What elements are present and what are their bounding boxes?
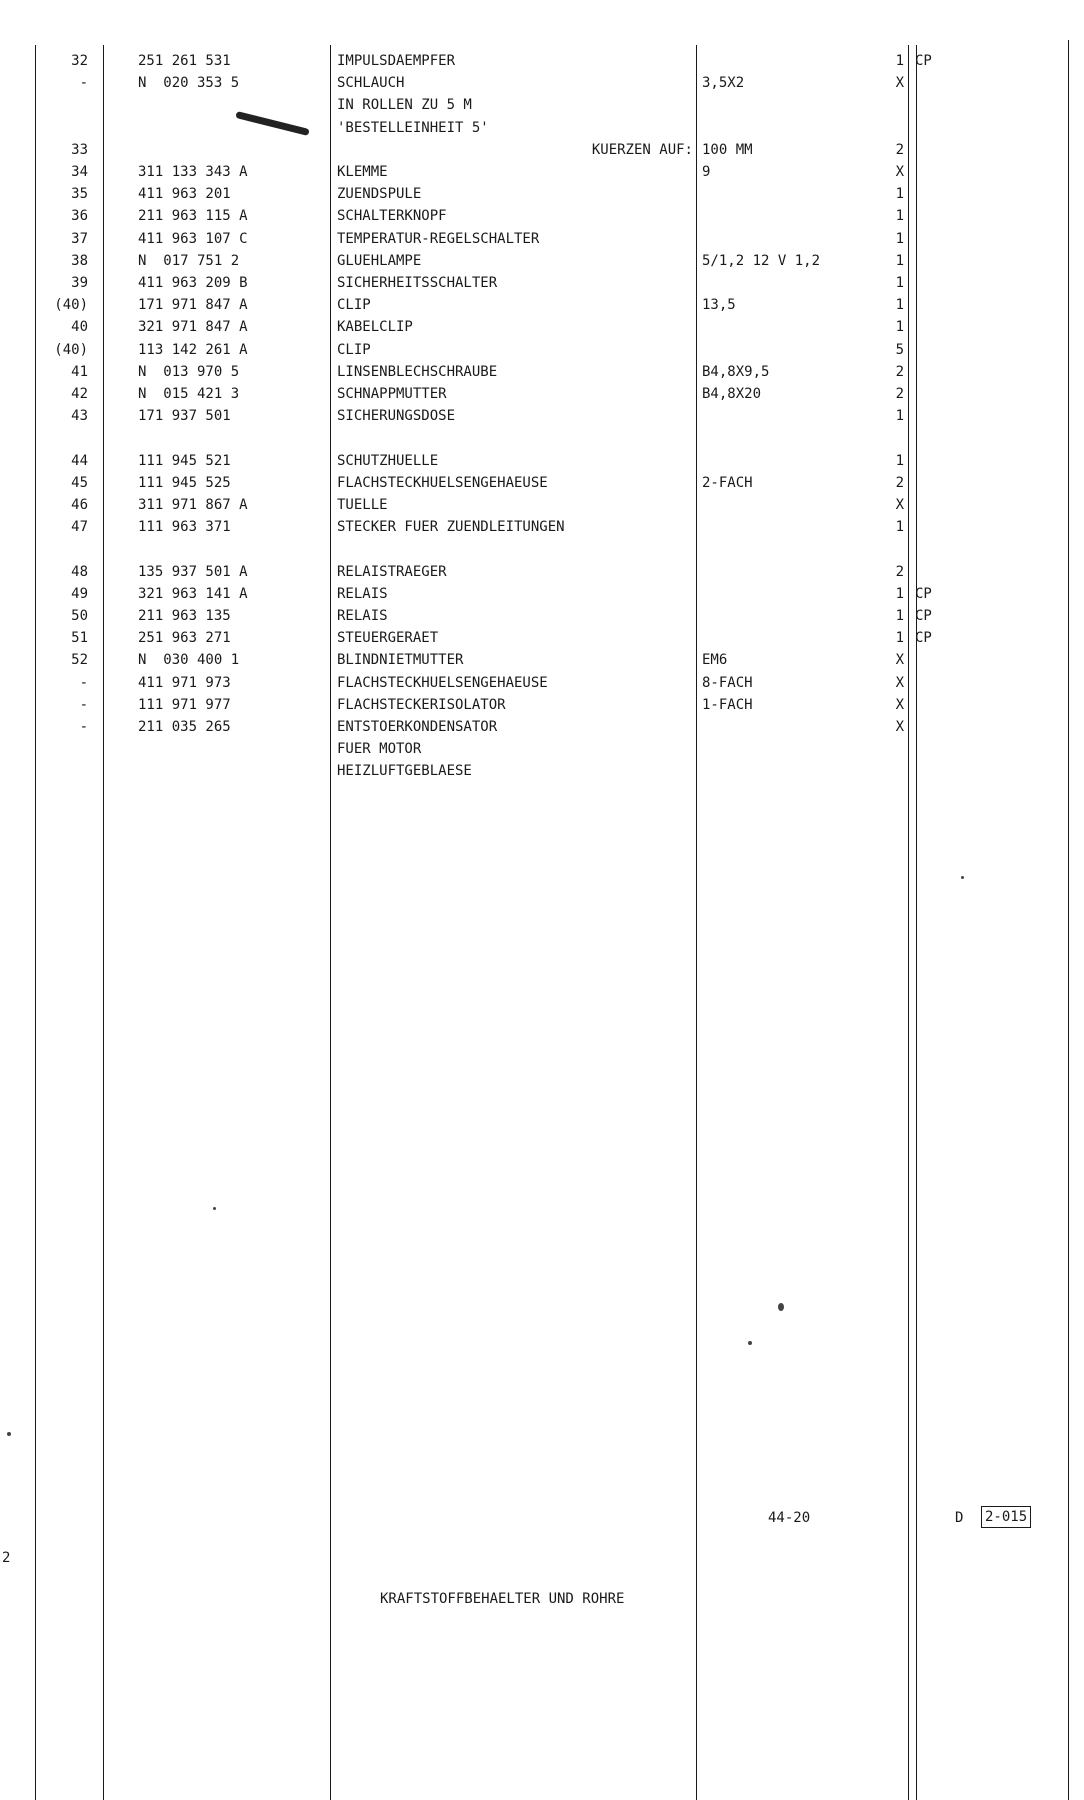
quantity: 1 <box>895 408 904 425</box>
position-number: 32 <box>71 53 88 69</box>
quantity: 1 <box>895 208 904 225</box>
part-spec: 1-FACH <box>702 696 753 713</box>
table-row <box>0 339 1084 361</box>
position-number: 42 <box>71 386 88 402</box>
part-description: CLIP <box>337 297 371 314</box>
table-row <box>0 139 1084 161</box>
part-description: SCHUTZHUELLE <box>337 452 439 469</box>
part-number: 251 963 271 <box>138 630 231 647</box>
position-number: (40) <box>54 297 88 314</box>
part-number: 321 963 141 A <box>138 585 248 602</box>
position-number: 46 <box>71 497 88 513</box>
part-number: 251 261 531 <box>138 53 231 69</box>
note-code: CP <box>915 53 932 69</box>
quantity: 1 <box>895 608 904 624</box>
part-description: KABELCLIP <box>337 319 413 336</box>
part-description: FLACHSTECKHUELSENGEHAEUSE <box>337 674 548 691</box>
quantity: 1 <box>895 585 904 602</box>
part-number: 411 963 209 B <box>138 275 248 291</box>
part-description: ZUENDSPULE <box>337 186 422 203</box>
part-description: RELAISTRAEGER <box>337 563 447 580</box>
position-number: 35 <box>71 186 88 203</box>
quantity: X <box>895 75 904 92</box>
quantity: 1 <box>895 519 904 536</box>
quantity: 1 <box>895 319 904 336</box>
part-number: N 015 421 3 <box>138 386 240 402</box>
table-row <box>0 250 1084 272</box>
part-number: 171 937 501 <box>138 408 231 425</box>
part-description: ENTSTOERKONDENSATOR <box>337 719 498 735</box>
quantity: X <box>895 652 904 669</box>
scan-speck <box>213 1207 216 1210</box>
quantity: 1 <box>895 230 904 247</box>
part-spec: EM6 <box>702 652 728 669</box>
part-description: STEUERGERAET <box>337 630 439 647</box>
scan-speck <box>748 1341 752 1345</box>
quantity: 2 <box>895 474 904 491</box>
table-row <box>0 183 1084 205</box>
part-description: KLEMME <box>337 164 388 180</box>
table-row <box>0 205 1084 227</box>
position-number: - <box>79 719 88 735</box>
table-row <box>0 694 1084 716</box>
table-row <box>0 738 1084 760</box>
quantity: X <box>895 696 904 713</box>
section-prefix: D <box>955 1510 964 1526</box>
position-number: 39 <box>71 275 88 291</box>
quantity: X <box>895 164 904 180</box>
page-number: 44-20 <box>768 1510 811 1526</box>
quantity: 2 <box>895 363 904 380</box>
part-description: IN ROLLEN ZU 5 M <box>337 97 472 114</box>
table-row <box>0 94 1084 116</box>
position-number: (40) <box>54 341 88 358</box>
table-row <box>0 383 1084 405</box>
quantity: 5 <box>895 341 904 358</box>
position-number: 44 <box>71 452 88 469</box>
table-row <box>0 494 1084 516</box>
part-description: SCHALTERKNOPF <box>337 208 447 225</box>
part-spec: 9 <box>702 164 711 180</box>
quantity: 2 <box>895 141 904 158</box>
part-number: 113 142 261 A <box>138 341 248 358</box>
table-row <box>0 450 1084 472</box>
part-description: TUELLE <box>337 497 388 513</box>
part-description: FUER MOTOR <box>337 741 422 758</box>
part-number: 311 133 343 A <box>138 164 248 180</box>
part-number: 411 963 201 <box>138 186 231 203</box>
table-row <box>0 405 1084 427</box>
section-title: KRAFTSTOFFBEHAELTER UND ROHRE <box>380 1591 625 1607</box>
part-description: SICHERHEITSSCHALTER <box>337 275 498 291</box>
table-row <box>0 161 1084 183</box>
part-number: 321 971 847 A <box>138 319 248 336</box>
quantity: 1 <box>895 630 904 647</box>
table-row <box>0 272 1084 294</box>
quantity: 1 <box>895 275 904 291</box>
part-number: 111 945 521 <box>138 452 231 469</box>
position-number: 34 <box>71 164 88 180</box>
table-row <box>0 516 1084 538</box>
scan-speck <box>778 1303 784 1311</box>
part-number: 211 035 265 <box>138 719 231 735</box>
part-number: 111 963 371 <box>138 519 231 536</box>
part-spec: 3,5X2 <box>702 75 745 92</box>
table-row <box>0 672 1084 694</box>
part-description: SICHERUNGSDOSE <box>337 408 456 425</box>
position-number: 40 <box>71 319 88 336</box>
table-row <box>0 361 1084 383</box>
table-row <box>0 716 1084 738</box>
position-number: 41 <box>71 363 88 380</box>
position-number: - <box>79 696 88 713</box>
table-row <box>0 427 1084 449</box>
quantity: 1 <box>895 186 904 203</box>
quantity: X <box>895 719 904 735</box>
section-code: 2-015 <box>981 1506 1031 1528</box>
table-row <box>0 294 1084 316</box>
part-description: TEMPERATUR-REGELSCHALTER <box>337 230 540 247</box>
part-description: RELAIS <box>337 608 388 624</box>
position-number: 51 <box>71 630 88 647</box>
part-description: LINSENBLECHSCHRAUBE <box>337 363 498 380</box>
position-number: 43 <box>71 408 88 425</box>
position-number: 47 <box>71 519 88 536</box>
table-row <box>0 316 1084 338</box>
table-row <box>0 472 1084 494</box>
part-spec: 5/1,2 12 V 1,2 <box>702 252 821 269</box>
part-spec: B4,8X9,5 <box>702 363 770 380</box>
quantity: 1 <box>895 297 904 314</box>
quantity: X <box>895 674 904 691</box>
table-row <box>0 538 1084 560</box>
position-number: 49 <box>71 585 88 602</box>
part-description: SCHLAUCH <box>337 75 405 92</box>
part-spec: 8-FACH <box>702 674 753 691</box>
scan-speck <box>961 876 964 879</box>
part-description: CLIP <box>337 341 371 358</box>
table-row <box>0 117 1084 139</box>
part-number: 411 963 107 C <box>138 230 248 247</box>
table-row <box>0 760 1084 782</box>
part-number: 211 963 115 A <box>138 208 248 225</box>
part-description: BLINDNIETMUTTER <box>337 652 464 669</box>
note-code: CP <box>915 608 932 624</box>
note-code: CP <box>915 630 932 647</box>
quantity: 1 <box>895 452 904 469</box>
position-number: 38 <box>71 252 88 269</box>
part-spec: 13,5 <box>702 297 736 314</box>
quantity: 2 <box>895 386 904 402</box>
part-description: RELAIS <box>337 585 388 602</box>
position-number: 50 <box>71 608 88 624</box>
scan-speck <box>7 1432 11 1436</box>
part-number: N 013 970 5 <box>138 363 240 380</box>
table-row <box>0 50 1084 72</box>
part-description: IMPULSDAEMPFER <box>337 53 456 69</box>
part-spec: 100 MM <box>702 141 753 158</box>
position-number: 52 <box>71 652 88 669</box>
quantity: 1 <box>895 53 904 69</box>
table-row <box>0 228 1084 250</box>
position-number: 48 <box>71 563 88 580</box>
note-code: CP <box>915 585 932 602</box>
part-description: FLACHSTECKHUELSENGEHAEUSE <box>337 474 548 491</box>
part-description: GLUEHLAMPE <box>337 252 422 269</box>
part-number: 411 971 973 <box>138 674 231 691</box>
margin-mark: 2 <box>2 1550 11 1566</box>
part-number: 211 963 135 <box>138 608 231 624</box>
part-number: 171 971 847 A <box>138 297 248 314</box>
table-row <box>0 561 1084 583</box>
table-row <box>0 605 1084 627</box>
position-number: 45 <box>71 474 88 491</box>
part-number: N 030 400 1 <box>138 652 240 669</box>
part-description: SCHNAPPMUTTER <box>337 386 447 402</box>
table-row <box>0 583 1084 605</box>
part-number: 111 971 977 <box>138 696 231 713</box>
part-description: STECKER FUER ZUENDLEITUNGEN <box>337 519 565 536</box>
table-row <box>0 649 1084 671</box>
quantity: 1 <box>895 252 904 269</box>
part-number: N 017 751 2 <box>138 252 240 269</box>
part-description: FLACHSTECKERISOLATOR <box>337 696 506 713</box>
quantity: 2 <box>895 563 904 580</box>
part-number: 111 945 525 <box>138 474 231 491</box>
part-number: 135 937 501 A <box>138 563 248 580</box>
position-number: 33 <box>71 141 88 158</box>
position-number: 37 <box>71 230 88 247</box>
part-description: KUERZEN AUF: <box>591 141 693 158</box>
position-number: - <box>79 674 88 691</box>
part-number: 311 971 867 A <box>138 497 248 513</box>
quantity: X <box>895 497 904 513</box>
position-number: - <box>79 75 88 92</box>
table-row <box>0 72 1084 94</box>
part-number: N 020 353 5 <box>138 75 240 92</box>
part-spec: 2-FACH <box>702 474 753 491</box>
part-spec: B4,8X20 <box>702 386 762 402</box>
part-description: HEIZLUFTGEBLAESE <box>337 763 472 780</box>
part-description: 'BESTELLEINHEIT 5' <box>337 119 489 136</box>
table-row <box>0 627 1084 649</box>
position-number: 36 <box>71 208 88 225</box>
